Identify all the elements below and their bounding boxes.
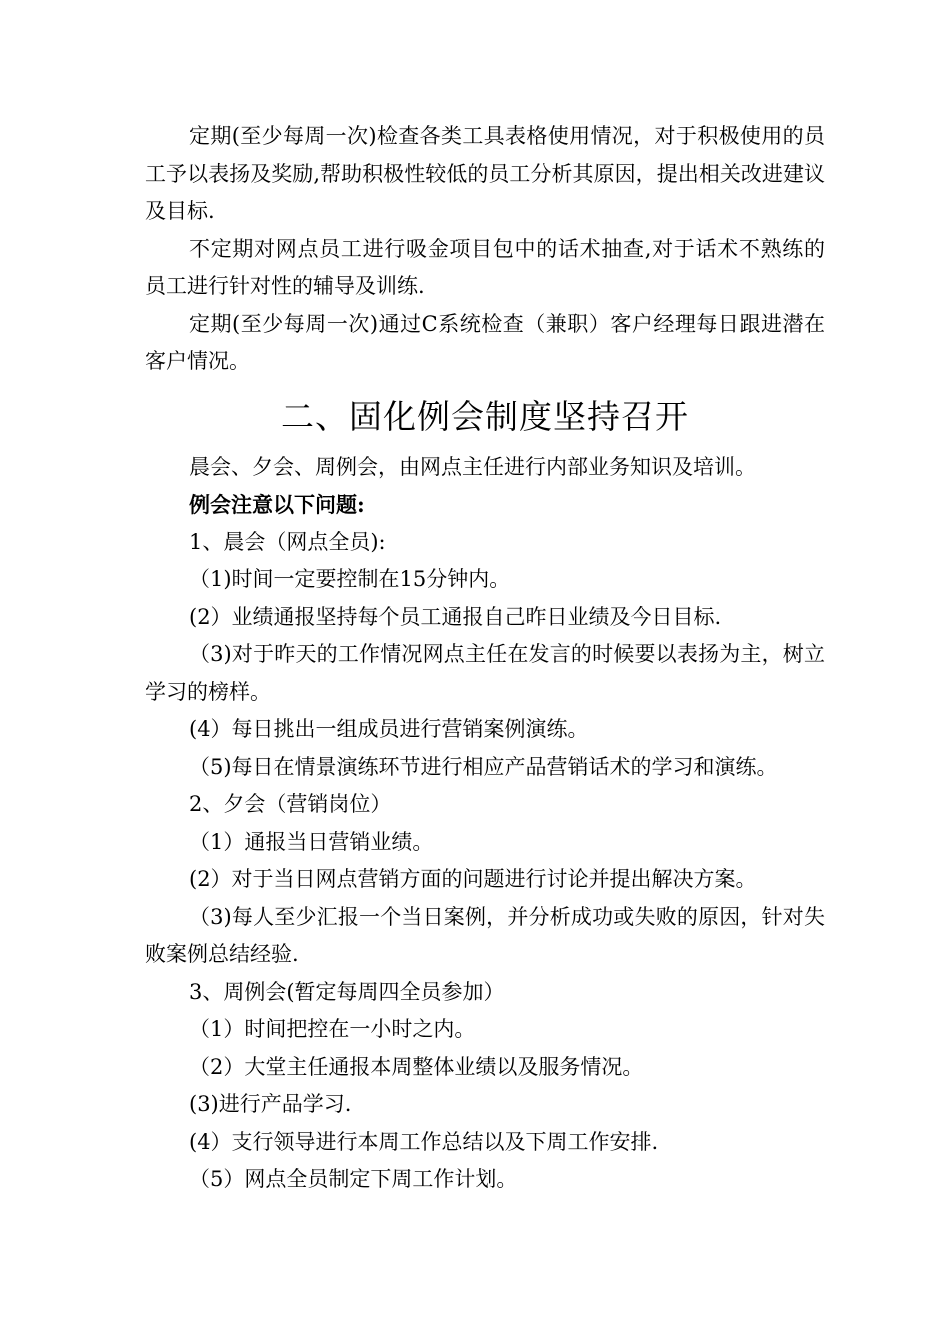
evening-item: （3)每人至少汇报一个当日案例，并分析成功或失败的原因，针对失败案例总结经验. bbox=[145, 904, 825, 966]
weekly-meeting-title: 3、周例会(暂定每周四全员参加） bbox=[189, 979, 505, 1004]
notice-heading: 例会注意以下问题: bbox=[189, 492, 365, 517]
weekly-item: (3)进行产品学习. bbox=[189, 1092, 352, 1116]
document-body bbox=[145, 118, 825, 1199]
evening-item: （1）通报当日营销业绩。 bbox=[189, 829, 434, 854]
evening-item: (2）对于当日网点营销方面的问题进行讨论并提出解决方案。 bbox=[189, 867, 757, 891]
morning-item: （1)时间一定要控制在15分钟内。 bbox=[189, 567, 511, 591]
morning-item: (4）每日挑出一组成员进行营销案例演练。 bbox=[189, 717, 589, 741]
weekly-item: （5）网点全员制定下周工作计划。 bbox=[189, 1167, 518, 1191]
evening-meeting-title: 2、夕会（营销岗位） bbox=[189, 792, 392, 816]
intro-paragraph: 晨会、夕会、周例会，由网点主任进行内部业务知识及培训。 bbox=[189, 454, 756, 479]
paragraph-c-system-check: 定期(至少每周一次)通过C系统检查（兼职）客户经理每日跟进潜在客户情况。 bbox=[145, 311, 825, 373]
paragraph-script-spot-check: 不定期对网点员工进行吸金项目包中的话术抽查,对于话术不熟练的员工进行针对性的辅导及训练. bbox=[145, 236, 825, 298]
paragraph-tool-check: 定期(至少每周一次)检查各类工具表格使用情况，对于积极使用的员工予以表扬及奖励,帮助积极性较低的员工分析其原因，提出相关改进建议及目标. bbox=[145, 124, 825, 223]
morning-item: (2）业绩通报坚持每个员工通报自己昨日业绩及今日目标. bbox=[189, 604, 722, 629]
morning-item: （3)对于昨天的工作情况网点主任在发言的时候要以表扬为主，树立学习的榜样。 bbox=[145, 642, 825, 704]
section-heading: 二、固化例会制度坚持召开 bbox=[281, 396, 689, 436]
weekly-item: （1）时间把控在一小时之内。 bbox=[189, 1017, 476, 1041]
morning-item: （5)每日在情景演练环节进行相应产品营销话术的学习和演练。 bbox=[189, 754, 778, 779]
weekly-item: （2）大堂主任通报本周整体业绩以及服务情况。 bbox=[189, 1054, 644, 1079]
morning-meeting-title: 1、晨会（网点全员): bbox=[189, 529, 386, 554]
weekly-item: (4）支行领导进行本周工作总结以及下周工作安排. bbox=[189, 1129, 659, 1154]
